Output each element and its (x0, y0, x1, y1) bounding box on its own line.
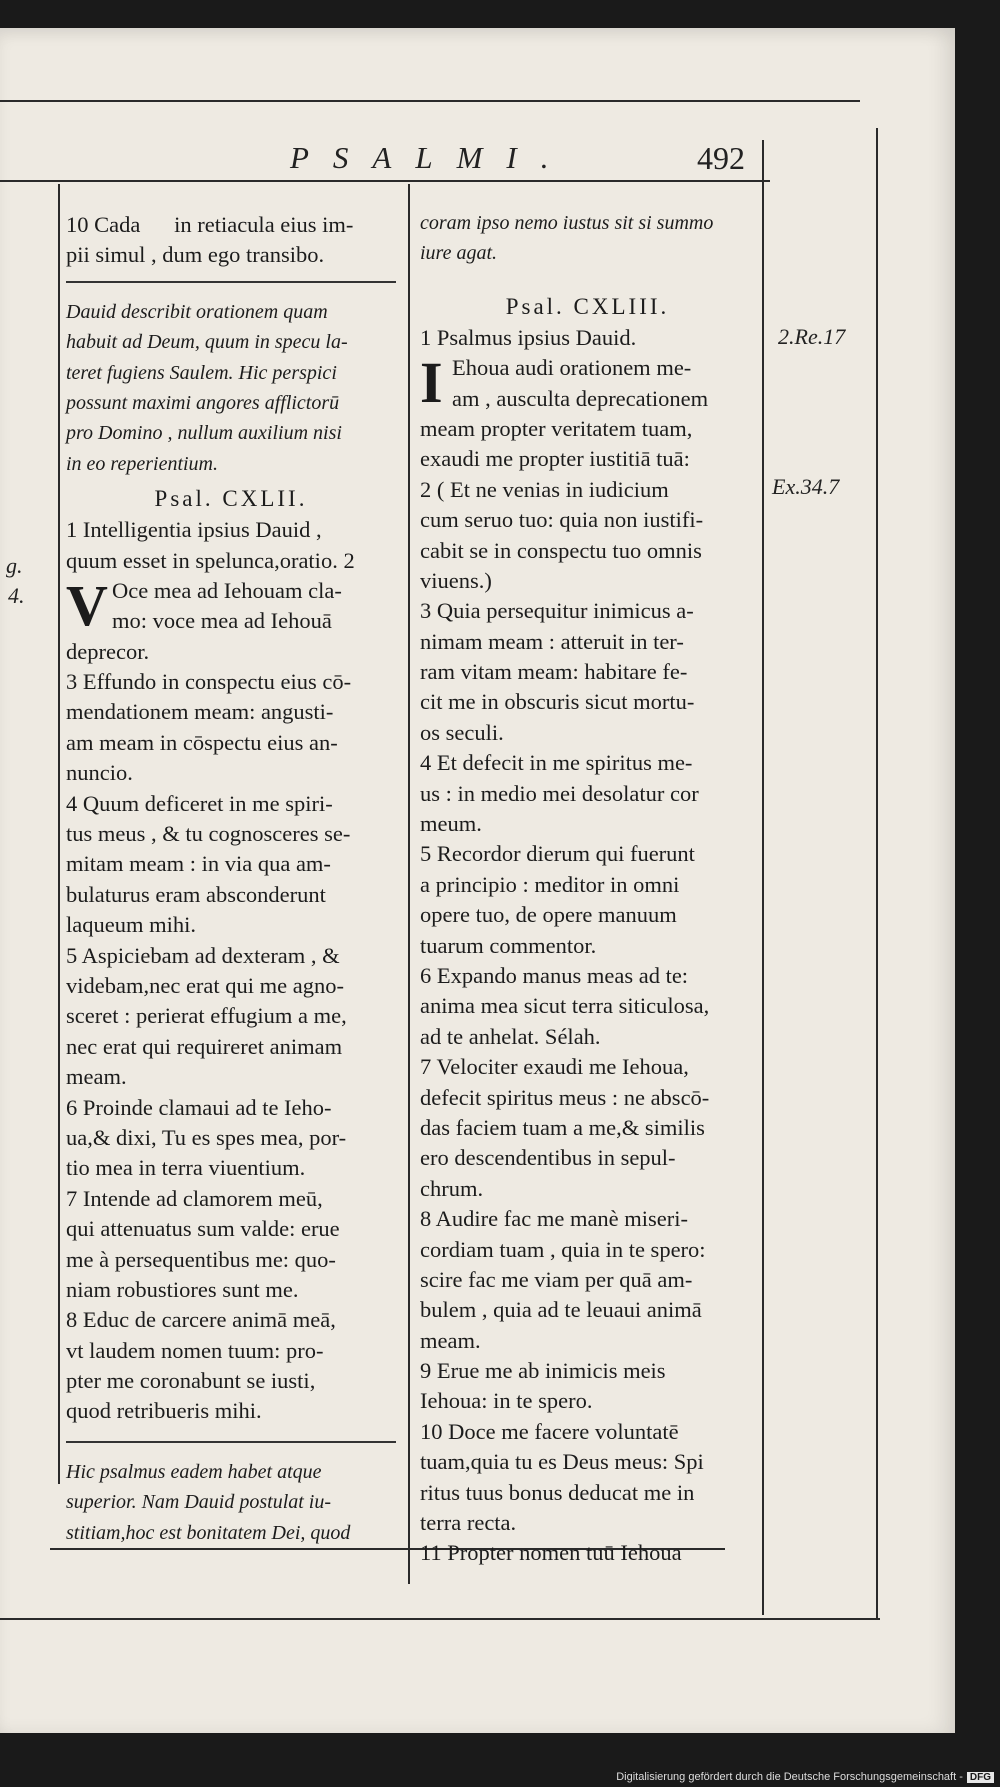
text-line: superior. Nam Dauid postulat iu- (66, 1491, 332, 1514)
text-line: meam propter veritatem tuam, (420, 415, 693, 441)
closing-separator (66, 1441, 396, 1443)
text-line: nec erat qui requireret animam (66, 1033, 343, 1059)
dropcap-block (66, 572, 396, 638)
text-line: 6 Expando manus meas ad te: (420, 962, 689, 988)
margin-fragment-1: g. (6, 553, 23, 578)
text-line: ritus tuus bonus deducat me in (420, 1479, 695, 1505)
text-line: stitiam,hoc est bonitatem Dei, quod (66, 1521, 351, 1544)
text-line: defecit spiritus meus : ne abscō- (420, 1084, 710, 1110)
text-line: 2 ( Et ne venias in iudicium (420, 476, 669, 502)
column-rule-right (762, 140, 764, 1615)
text-line: os seculi. (420, 719, 504, 745)
header-bottom-rule (0, 180, 770, 182)
dropcap-letter: V (66, 572, 108, 638)
text-line: Dauid describit orationem quam (66, 300, 328, 323)
psalm-argument (66, 297, 396, 479)
psalm-142-opening (66, 515, 396, 576)
digitization-footer (616, 1771, 994, 1783)
psalm-142-verses (66, 637, 396, 1427)
text-line: ero descendentibus in sepul- (420, 1145, 676, 1171)
text-line: coram ipso nemo iustus sit si summo (420, 212, 714, 234)
text-line: mo: voce mea ad Iehouā (112, 608, 332, 634)
dropcap-lines (66, 572, 396, 638)
text-line: terra recta. (420, 1510, 517, 1536)
text-line: opere tuo, de opere manuum (420, 902, 677, 928)
text-line: deprecor. (66, 638, 150, 664)
text-line: tio mea in terra viuentium. (66, 1155, 306, 1181)
text-line: possunt maximi angores afflictorū (66, 391, 340, 414)
text-line: exaudi me propter iustitiā tuā: (420, 446, 690, 472)
text-line: 5 Recordor dierum qui fuerunt (420, 841, 695, 867)
text-line: in eo reperientium. (66, 452, 219, 475)
text-line: ua,& dixi, Tu es spes mea, por- (66, 1124, 347, 1150)
text-line: mendationem meam: angusti- (66, 699, 334, 725)
text-line: teret fugiens Saulem. Hic perspici (66, 361, 337, 384)
text-line: mitam meam : in via qua am- (66, 851, 331, 877)
text-line: tuam,quia tu es Deus meus: Spi (420, 1449, 704, 1475)
text-line: tuarum commentor. (420, 932, 597, 958)
text-line: pter me coronabunt se iusti, (66, 1368, 316, 1394)
text-line: meam. (420, 1327, 481, 1353)
text-line: 1 Psalmus ipsius Dauid. (420, 324, 637, 350)
footer-text: Digitalisierung gefördert durch die Deutsche Forschungsgemeinschaft - (616, 1771, 963, 1783)
text-line: meum. (420, 811, 482, 837)
dfg-logo: DFG (967, 1772, 994, 1783)
text-line: cum seruo tuo: quia non iustifi- (420, 507, 704, 533)
text-line: 3 Quia persequitur inimicus a- (420, 598, 694, 624)
text-line: 6 Proinde clamaui ad te Ieho- (66, 1094, 332, 1120)
text-line: chrum. (420, 1175, 484, 1201)
text-line: 8 Educ de carcere animā meā, (66, 1307, 336, 1333)
left-intro-text (66, 210, 396, 271)
text-line: cit me in obscuris sicut mortu- (420, 689, 695, 715)
text-line: laqueum mihi. (66, 912, 196, 938)
text-line: niam robustiores sunt me. (66, 1276, 299, 1302)
text-line: scire fac me viam per quā am- (420, 1266, 693, 1292)
right-intro-text (420, 208, 755, 269)
text-line: Iehoua: in te spero. (420, 1388, 593, 1414)
text-line: nuncio. (66, 760, 133, 786)
text-line: Ehoua audi orationem me- (452, 355, 692, 381)
text-line: 7 Intende ad clamorem meū, (66, 1185, 323, 1211)
text-line: anima mea sicut terra siticulosa, (420, 993, 710, 1019)
text-line: bulem , quia ad te leuaui animā (420, 1297, 702, 1323)
text-line: nimam meam : atteruit in ter- (420, 628, 684, 654)
dropcap-letter-right: I (420, 350, 443, 416)
margin-note-reference-2: Ex.34.7 (772, 474, 840, 499)
text-line: 5 Aspiciebam ad dexteram , & (66, 942, 340, 968)
text-line: 7 Velociter exaudi me Iehoua, (420, 1054, 689, 1080)
text-line: Oce mea ad Iehouam cla- (112, 577, 342, 603)
text-line: iure agat. (420, 242, 498, 265)
text-line: cabit se in conspectu tuo omnis (420, 537, 702, 563)
outer-rule-right (876, 128, 878, 1618)
text-line: 4 Quum deficeret in me spiri- (66, 790, 333, 816)
right-column (420, 208, 755, 1569)
scanned-page (0, 28, 955, 1733)
text-line: ram vitam meam: habitare fe- (420, 659, 688, 685)
dropcap-block-right (420, 350, 755, 416)
text-line: vt laudem nomen tuum: pro- (66, 1337, 324, 1363)
text-line: pro Domino , nullum auxilium nisi (66, 422, 342, 445)
psalm-heading-142: Psal. CXLII. (154, 486, 308, 512)
text-line: qui attenuatus sum valde: erue (66, 1216, 340, 1242)
text-line: das faciem tuam a me,& similis (420, 1114, 705, 1140)
column-divider (408, 184, 410, 1584)
text-line: tus meus , & tu cognosceres se- (66, 821, 351, 847)
text-line: Hic psalmus eadem habet atque (66, 1460, 322, 1483)
text-line: meam. (66, 1064, 127, 1090)
text-line: am meam in cōspectu eius an- (66, 729, 338, 755)
text-line: quum esset in spelunca,oratio. 2 (66, 547, 355, 573)
text-line: habuit ad Deum, quum in specu la- (66, 331, 348, 354)
text-line: cordiam tuam , quia in te spero: (420, 1236, 706, 1262)
text-line: 3 Effundo in conspectu eius cō- (66, 669, 352, 695)
text-line: bulaturus eram absconderunt (66, 881, 326, 907)
margin-note-reference-1: 2.Re.17 (778, 324, 846, 349)
text-line: 10 Doce me facere voluntatē (420, 1418, 679, 1444)
psalm-heading-143: Psal. CXLIII. (505, 293, 670, 319)
text-line: am , ausculta deprecationem (452, 385, 709, 411)
text-line: 1 Intelligentia ipsius Dauid , (66, 517, 322, 543)
text-line: 8 Audire fac me manè miseri- (420, 1206, 689, 1232)
footer-rule (0, 1618, 880, 1620)
psalm-143-verses (420, 414, 755, 1569)
argument-separator (66, 281, 396, 283)
text-line: sceret : perierat effugium a me, (66, 1003, 347, 1029)
text-line: videbam,nec erat qui me agno- (66, 972, 345, 998)
text-line: a principio : meditor in omni (420, 871, 680, 897)
text-line: 4 Et defecit in me spiritus me- (420, 750, 693, 776)
margin-fragment-2: 4. (8, 583, 25, 608)
text-line: 11 Propter nomen tuū Iehoua (420, 1540, 682, 1566)
left-column (66, 210, 396, 1548)
column-rule-left (58, 184, 60, 1484)
page-number: 492 (697, 140, 745, 176)
psalm-143-opening (420, 323, 755, 353)
text-line: me à persequentibus me: quo- (66, 1246, 336, 1272)
dropcap-lines-right (420, 350, 755, 416)
text-line: viuens.) (420, 567, 492, 593)
running-title: PSALMI. (290, 140, 573, 175)
closing-argument (66, 1457, 396, 1548)
text-line: quod retribueris mihi. (66, 1398, 262, 1424)
text-line: ad te anhelat. Sélah. (420, 1023, 601, 1049)
text-line: 10 Cada in retiacula eius im- (66, 212, 354, 237)
header-rule (0, 100, 860, 102)
text-line: 9 Erue me ab inimicis meis (420, 1358, 666, 1384)
text-line: us : in medio mei desolatur cor (420, 780, 699, 806)
text-line: pii simul , dum ego transibo. (66, 242, 325, 268)
